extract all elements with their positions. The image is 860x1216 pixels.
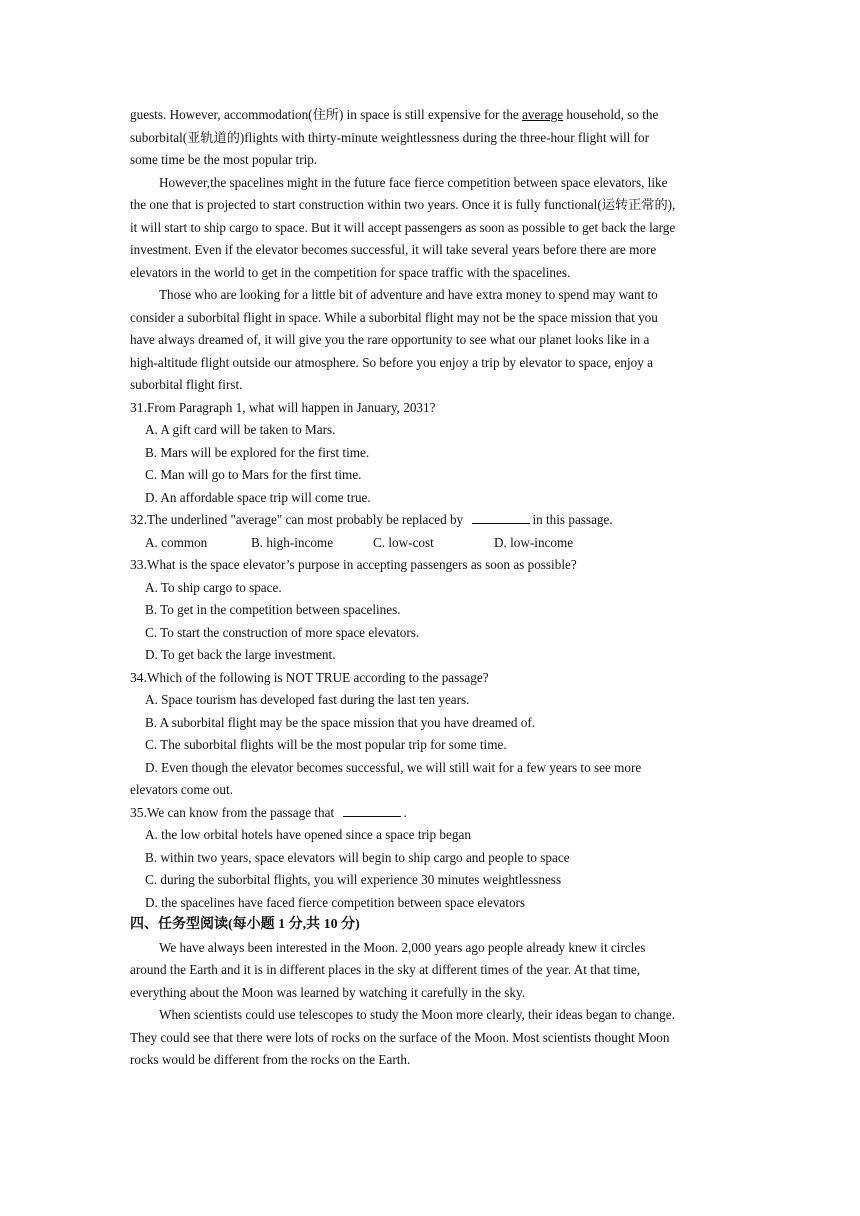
passage-line: suborbital(亚轨道的)flights with thirty-minute weightlessness during the three-hour flight will for	[130, 129, 649, 145]
option-d-continuation: elevators come out.	[130, 782, 233, 797]
passage-line: some time be the most popular trip.	[130, 152, 318, 167]
answer-blank	[472, 511, 530, 524]
question-stem: Which of the following is NOT TRUE according to the passage?	[147, 669, 489, 685]
option-d: D. To get back the large investment.	[145, 647, 336, 662]
question-stem: From Paragraph 1, what will happen in January, 2031?	[147, 399, 436, 415]
question-stem: .	[403, 804, 407, 820]
question-stem: in this passage.	[532, 512, 613, 527]
option-c: C. during the suborbital flights, you will experience 30 minutes weightlessness	[145, 872, 562, 887]
question-number: 35.	[130, 804, 147, 820]
question-stem: The underlined "average" can most probably be replaced by	[147, 512, 467, 527]
passage-line: around the Earth and it is in different places in the sky at different times of the year. At that time,	[130, 962, 641, 977]
option-b: B. To get in the competition between spacelines.	[145, 602, 401, 617]
question-number: 32.	[130, 512, 147, 527]
passage-line: consider a suborbital flight in space. While a suborbital flight may not be the space mission that you	[130, 309, 658, 325]
passage-text: guests. However, accommodation(住所) in space is still expensive for the	[130, 107, 523, 122]
passage-line: investment. Even if the elevator becomes successful, it will take several years before there are more	[130, 242, 657, 257]
option-b: B. within two years, space elevators will begin to ship cargo and people to space	[145, 849, 570, 865]
option-b: B. Mars will be explored for the first time.	[145, 444, 370, 460]
question-number: 33.	[130, 557, 147, 572]
option-c: C. The suborbital flights will be the most popular trip for some time.	[145, 737, 507, 752]
option-d: D. the spacelines have faced fierce competition between space elevators	[145, 894, 526, 910]
question-35	[130, 802, 730, 825]
passage-line: everything about the Moon was learned by watching it carefully in the sky.	[130, 984, 526, 1000]
question-31	[130, 397, 730, 420]
document-content	[130, 104, 730, 1072]
option-b: B. high-income	[251, 534, 334, 550]
question-stem: We can know from the passage that	[147, 804, 338, 820]
passage-line: However,the spacelines might in the future face fierce competition between space elevators, like	[159, 174, 668, 190]
option-d: D. Even though the elevator becomes successful, we will still wait for a few years to see more	[145, 759, 642, 775]
passage-line: elevators in the world to get in the competition for space traffic with the spacelines.	[130, 264, 571, 280]
option-a: A. common	[145, 534, 208, 550]
passage-text: household, so the	[563, 107, 659, 122]
passage-line: have always dreamed of, it will give you the rare opportunity to see what our planet looks like in a	[130, 332, 650, 347]
option-c: C. To start the construction of more space elevators.	[145, 624, 420, 640]
answer-blank	[343, 804, 401, 817]
passage-line: the one that is projected to start construction within two years. Once it is fully functional(运转正常的),	[130, 197, 676, 212]
passage-line	[130, 104, 730, 127]
question-number: 34.	[130, 669, 147, 685]
option-a: A. Space tourism has developed fast during the last ten years.	[145, 692, 470, 707]
option-c: C. low-cost	[373, 534, 434, 550]
option-a: A. A gift card will be taken to Mars.	[145, 422, 336, 437]
question-stem: What is the space elevator’s purpose in accepting passengers as soon as possible?	[147, 557, 577, 572]
section-heading: 四、任务型阅读(每小题 1 分,共 10 分)	[130, 917, 360, 932]
passage-line: When scientists could use telescopes to study the Moon more clearly, their ideas began to change.	[159, 1007, 675, 1022]
option-d: D. low-income	[494, 534, 574, 550]
passage-line: rocks would be different from the rocks on the Earth.	[130, 1052, 411, 1067]
option-a: A. To ship cargo to space.	[145, 579, 282, 595]
option-d: D. An affordable space trip will come true.	[145, 489, 371, 505]
question-number: 31.	[130, 399, 147, 415]
option-a: A. the low orbital hotels have opened since a space trip began	[145, 827, 471, 842]
passage-line: it will start to ship cargo to space. But it will accept passengers as soon as possible to get back the large	[130, 219, 676, 235]
passage-line: We have always been interested in the Moon. 2,000 years ago people already knew it circles	[159, 939, 646, 955]
question-33	[130, 554, 730, 577]
passage-line: Those who are looking for a little bit of adventure and have extra money to spend may want to	[159, 287, 658, 302]
question-34	[130, 667, 730, 690]
question-32	[130, 509, 730, 532]
passage-line: They could see that there were lots of rocks on the surface of the Moon. Most scientists thought Moon	[130, 1029, 670, 1045]
underlined-word-average: average	[522, 107, 564, 122]
passage-line: suborbital flight first.	[130, 377, 243, 392]
passage-line: high-altitude flight outside our atmosphere. So before you enjoy a trip by elevator to space, enjoy a	[130, 354, 653, 370]
option-c: C. Man will go to Mars for the first time.	[145, 467, 362, 482]
option-b: B. A suborbital flight may be the space mission that you have dreamed of.	[145, 714, 536, 730]
options-row	[130, 532, 730, 555]
